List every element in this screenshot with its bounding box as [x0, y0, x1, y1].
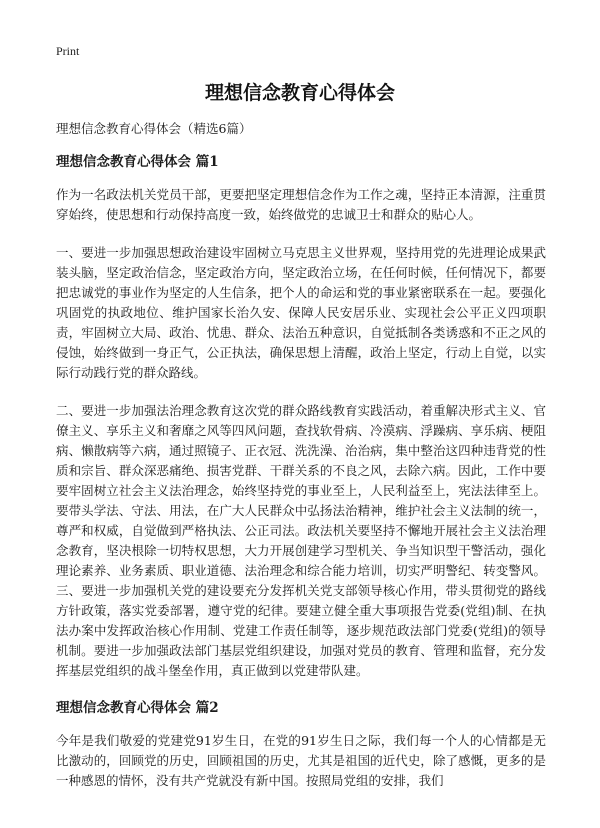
- section-heading-1: 理想信念教育心得体会 篇1: [56, 154, 219, 170]
- print-link[interactable]: Print: [56, 44, 80, 58]
- section-2-paragraph-1: 今年是我们敬爱的党建党91岁生日，在党的91岁生日之际，我们每一个人的心情都是无比激动的，回顾党的历史，回顾祖国的历史，尤其是祖国的近代史，除了感慨，更多的是一种感恩的情怀，没有共产党就没有新中国。按照局党组的安排，我们: [56, 733, 546, 788]
- section-heading-2: 理想信念教育心得体会 篇2: [56, 700, 219, 716]
- section-1-paragraph-3: 二、要进一步加强法治理念教育这次党的群众路线教育实践活动，着重解决形式主义、官僚主义、享乐主义和奢靡之风等四风问题，查找软骨病、冷漠病、浮躁病、享乐病、梗阻病、懒散病等六病，通过照镜子、正衣冠、洗洗澡、治治病，集中整治这四种违背党的性质和宗旨、群众深恶痛绝、损害党群、干群关系的不良之风，去除六病。因此，工作中要要牢固树立社会主义法治理念，始终坚持党的事业至上，人民利益至上，宪法法律至上。要带头学法、守法、用法，在广大人民群众中弘扬法治精神，维护社会主义法制的统一，尊严和权威，自觉做到严格执法、公正司法。政法机关要坚持不懈地开展社会主义法治理念教育，坚决根除一切特权思想，大力开展创建学习型机关、争当知识型干警活动，强化理论素养、业务素质、职业道德、法治理念和综合能力培训，切实严明警纪、转变警风。三、要进一步加强机关党的建设要充分发挥机关党支部领导核心作用，带头贯彻党的路线方针政策，落实党委部署，遵守党的纪律。要建立健全重大事项报告党委(党组)制、在执法办案中发挥政治核心作用制、党建工作责任制等，逐步规范政法部门党委(党组)的领导机制。要进一步加强政法部门基层党组织建设，加强对党员的教育、管理和监督，充分发挥基层党组织的战斗堡垒作用，真正做到以党建带队建。: [56, 403, 546, 678]
- page-title: 理想信念教育心得体会: [204, 82, 395, 104]
- section-1-paragraph-1: 作为一名政法机关党员干部，更要把坚定理想信念作为工作之魂，坚持正本清源，注重贯穿始终，使思想和行动保持高度一致，始终做党的忠诚卫士和群众的贴心人。: [56, 187, 546, 222]
- section-1-paragraph-2: 一、要进一步加强思想政治建设牢固树立马克思主义世界观，坚持用党的先进理论成果武装头脑，坚定政治信念，坚定政治方向，坚定政治立场，在任何时候，任何情况下，都要把忠诚党的事业作为坚定的人生信条，把个人的命运和党的事业紧密联系在一起。要强化巩固党的执政地位、维护国家长治久安、保障人民安居乐业、实现社会公平正义四项职责，牢固树立大局、政治、忧患、群众、法治五种意识，自觉抵制各类诱惑和不正之风的侵蚀，始终做到一身正气，公正执法，确保思想上清醒，政治上坚定，行动上自觉，以实际行动践行党的群众路线。: [56, 245, 546, 380]
- document-body: [56, 121, 546, 809]
- document-subtitle: 理想信念教育心得体会（精选6篇）: [56, 121, 252, 136]
